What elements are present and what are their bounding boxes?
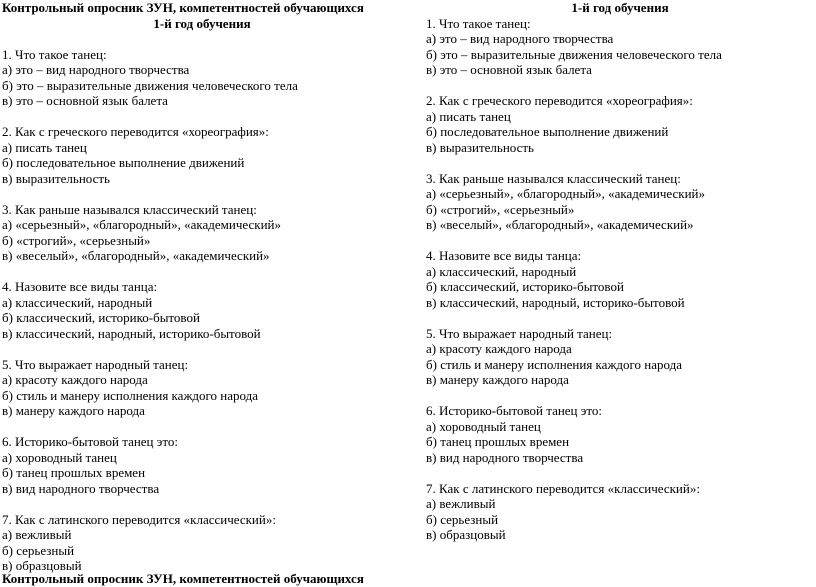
answer-option: а) писать танец <box>426 108 511 124</box>
question-block <box>426 16 814 94</box>
question-list <box>426 16 814 543</box>
answer-option: в) манеру каждого народа <box>2 403 145 418</box>
answer-option: а) хороводный танец <box>2 449 117 465</box>
answer-option: б) серьезный <box>2 542 75 558</box>
answer-option: в) вид народного творчества <box>2 480 160 496</box>
answer-option: а) писать танец <box>2 139 87 155</box>
bottom-title: Контрольный опросник ЗУН, компетентностей обучающихся <box>2 571 364 586</box>
answer-option: в) образцовый <box>426 527 506 542</box>
answer-option: а) это – вид народного творчества <box>2 62 190 77</box>
question-text: 1. Что такое танец: <box>2 46 107 62</box>
left-column <box>2 0 402 574</box>
answer-option: б) это – выразительные движения человеческого тела <box>2 77 298 93</box>
answer-option: а) красоту каждого народа <box>2 372 148 387</box>
question-block <box>2 512 402 574</box>
question-block <box>2 434 402 512</box>
question-block <box>426 171 814 249</box>
question-text: 3. Как раньше назывался классический танец: <box>2 201 257 217</box>
answer-option: в) это – основной язык балета <box>426 62 592 77</box>
answer-option: в) образцовый <box>2 558 82 573</box>
question-block <box>426 326 814 404</box>
answer-option: б) стиль и манеру исполнения каждого народа <box>2 387 259 403</box>
question-block <box>2 202 402 280</box>
answer-option: б) классический, историко-бытовой <box>426 279 624 294</box>
answer-option: а) вежливый <box>2 527 72 542</box>
answer-option: в) выразительность <box>426 139 534 155</box>
answer-option: в) манеру каждого народа <box>426 372 569 387</box>
question-text: 5. Что выражает народный танец: <box>426 325 613 341</box>
answer-option: б) «строгий», «серьезный» <box>2 232 151 248</box>
page-subtitle: 1-й год обучения <box>571 0 669 15</box>
answer-option: а) это – вид народного творчества <box>426 31 614 46</box>
answer-option: б) серьезный <box>426 511 499 527</box>
question-block <box>426 93 814 171</box>
answer-option: а) красоту каждого народа <box>426 341 572 356</box>
answer-option: а) классический, народный <box>2 294 153 310</box>
answer-option: в) классический, народный, историко-бытовой <box>426 294 685 310</box>
question-block <box>2 357 402 435</box>
answer-option: б) это – выразительные движения человеческого тела <box>426 46 722 62</box>
answer-option: в) это – основной язык балета <box>2 93 168 108</box>
answer-option: в) «веселый», «благородный», «академический» <box>426 217 694 232</box>
question-text: 4. Назовите все виды танца: <box>426 248 582 263</box>
answer-option: б) последовательное выполнение движений <box>426 124 669 139</box>
question-text: 2. Как с греческого переводится «хореография»: <box>2 124 269 139</box>
page-subtitle: 1-й год обучения <box>153 15 251 31</box>
question-text: 7. Как с латинского переводится «классический»: <box>426 480 700 496</box>
question-text: 5. Что выражает народный танец: <box>2 356 189 372</box>
page-title: Контрольный опросник ЗУН, компетентностей обучающихся <box>2 0 364 15</box>
question-block <box>426 248 814 326</box>
answer-option: в) вид народного творчества <box>426 449 584 465</box>
answer-option: в) «веселый», «благородный», «академический» <box>2 248 270 263</box>
answer-option: в) классический, народный, историко-бытовой <box>2 325 261 341</box>
answer-option: а) «серьезный», «благородный», «академический» <box>426 186 705 201</box>
answer-option: а) вежливый <box>426 496 496 511</box>
question-text: 1. Что такое танец: <box>426 15 531 31</box>
question-list <box>2 47 402 574</box>
answer-option: а) хороводный танец <box>426 418 541 434</box>
answer-option: б) «строгий», «серьезный» <box>426 201 575 217</box>
answer-option: б) классический, историко-бытовой <box>2 310 200 325</box>
answer-option: б) последовательное выполнение движений <box>2 155 245 170</box>
question-text: 7. Как с латинского переводится «классический»: <box>2 511 276 527</box>
question-block <box>2 124 402 202</box>
question-text: 6. Историко-бытовой танец это: <box>2 434 178 449</box>
question-text: 3. Как раньше назывался классический танец: <box>426 170 681 186</box>
answer-option: а) классический, народный <box>426 263 577 279</box>
question-text: 6. Историко-бытовой танец это: <box>426 403 602 418</box>
question-text: 2. Как с греческого переводится «хореография»: <box>426 93 693 108</box>
question-block <box>2 279 402 357</box>
answer-option: б) танец прошлых времен <box>426 434 570 449</box>
right-column <box>426 0 814 543</box>
question-block <box>2 47 402 125</box>
answer-option: в) выразительность <box>2 170 110 186</box>
answer-option: б) танец прошлых времен <box>2 465 146 480</box>
answer-option: б) стиль и манеру исполнения каждого народа <box>426 356 683 372</box>
question-block <box>426 403 814 481</box>
question-text: 4. Назовите все виды танца: <box>2 279 158 294</box>
answer-option: а) «серьезный», «благородный», «академический» <box>2 217 281 232</box>
question-block <box>426 481 814 543</box>
